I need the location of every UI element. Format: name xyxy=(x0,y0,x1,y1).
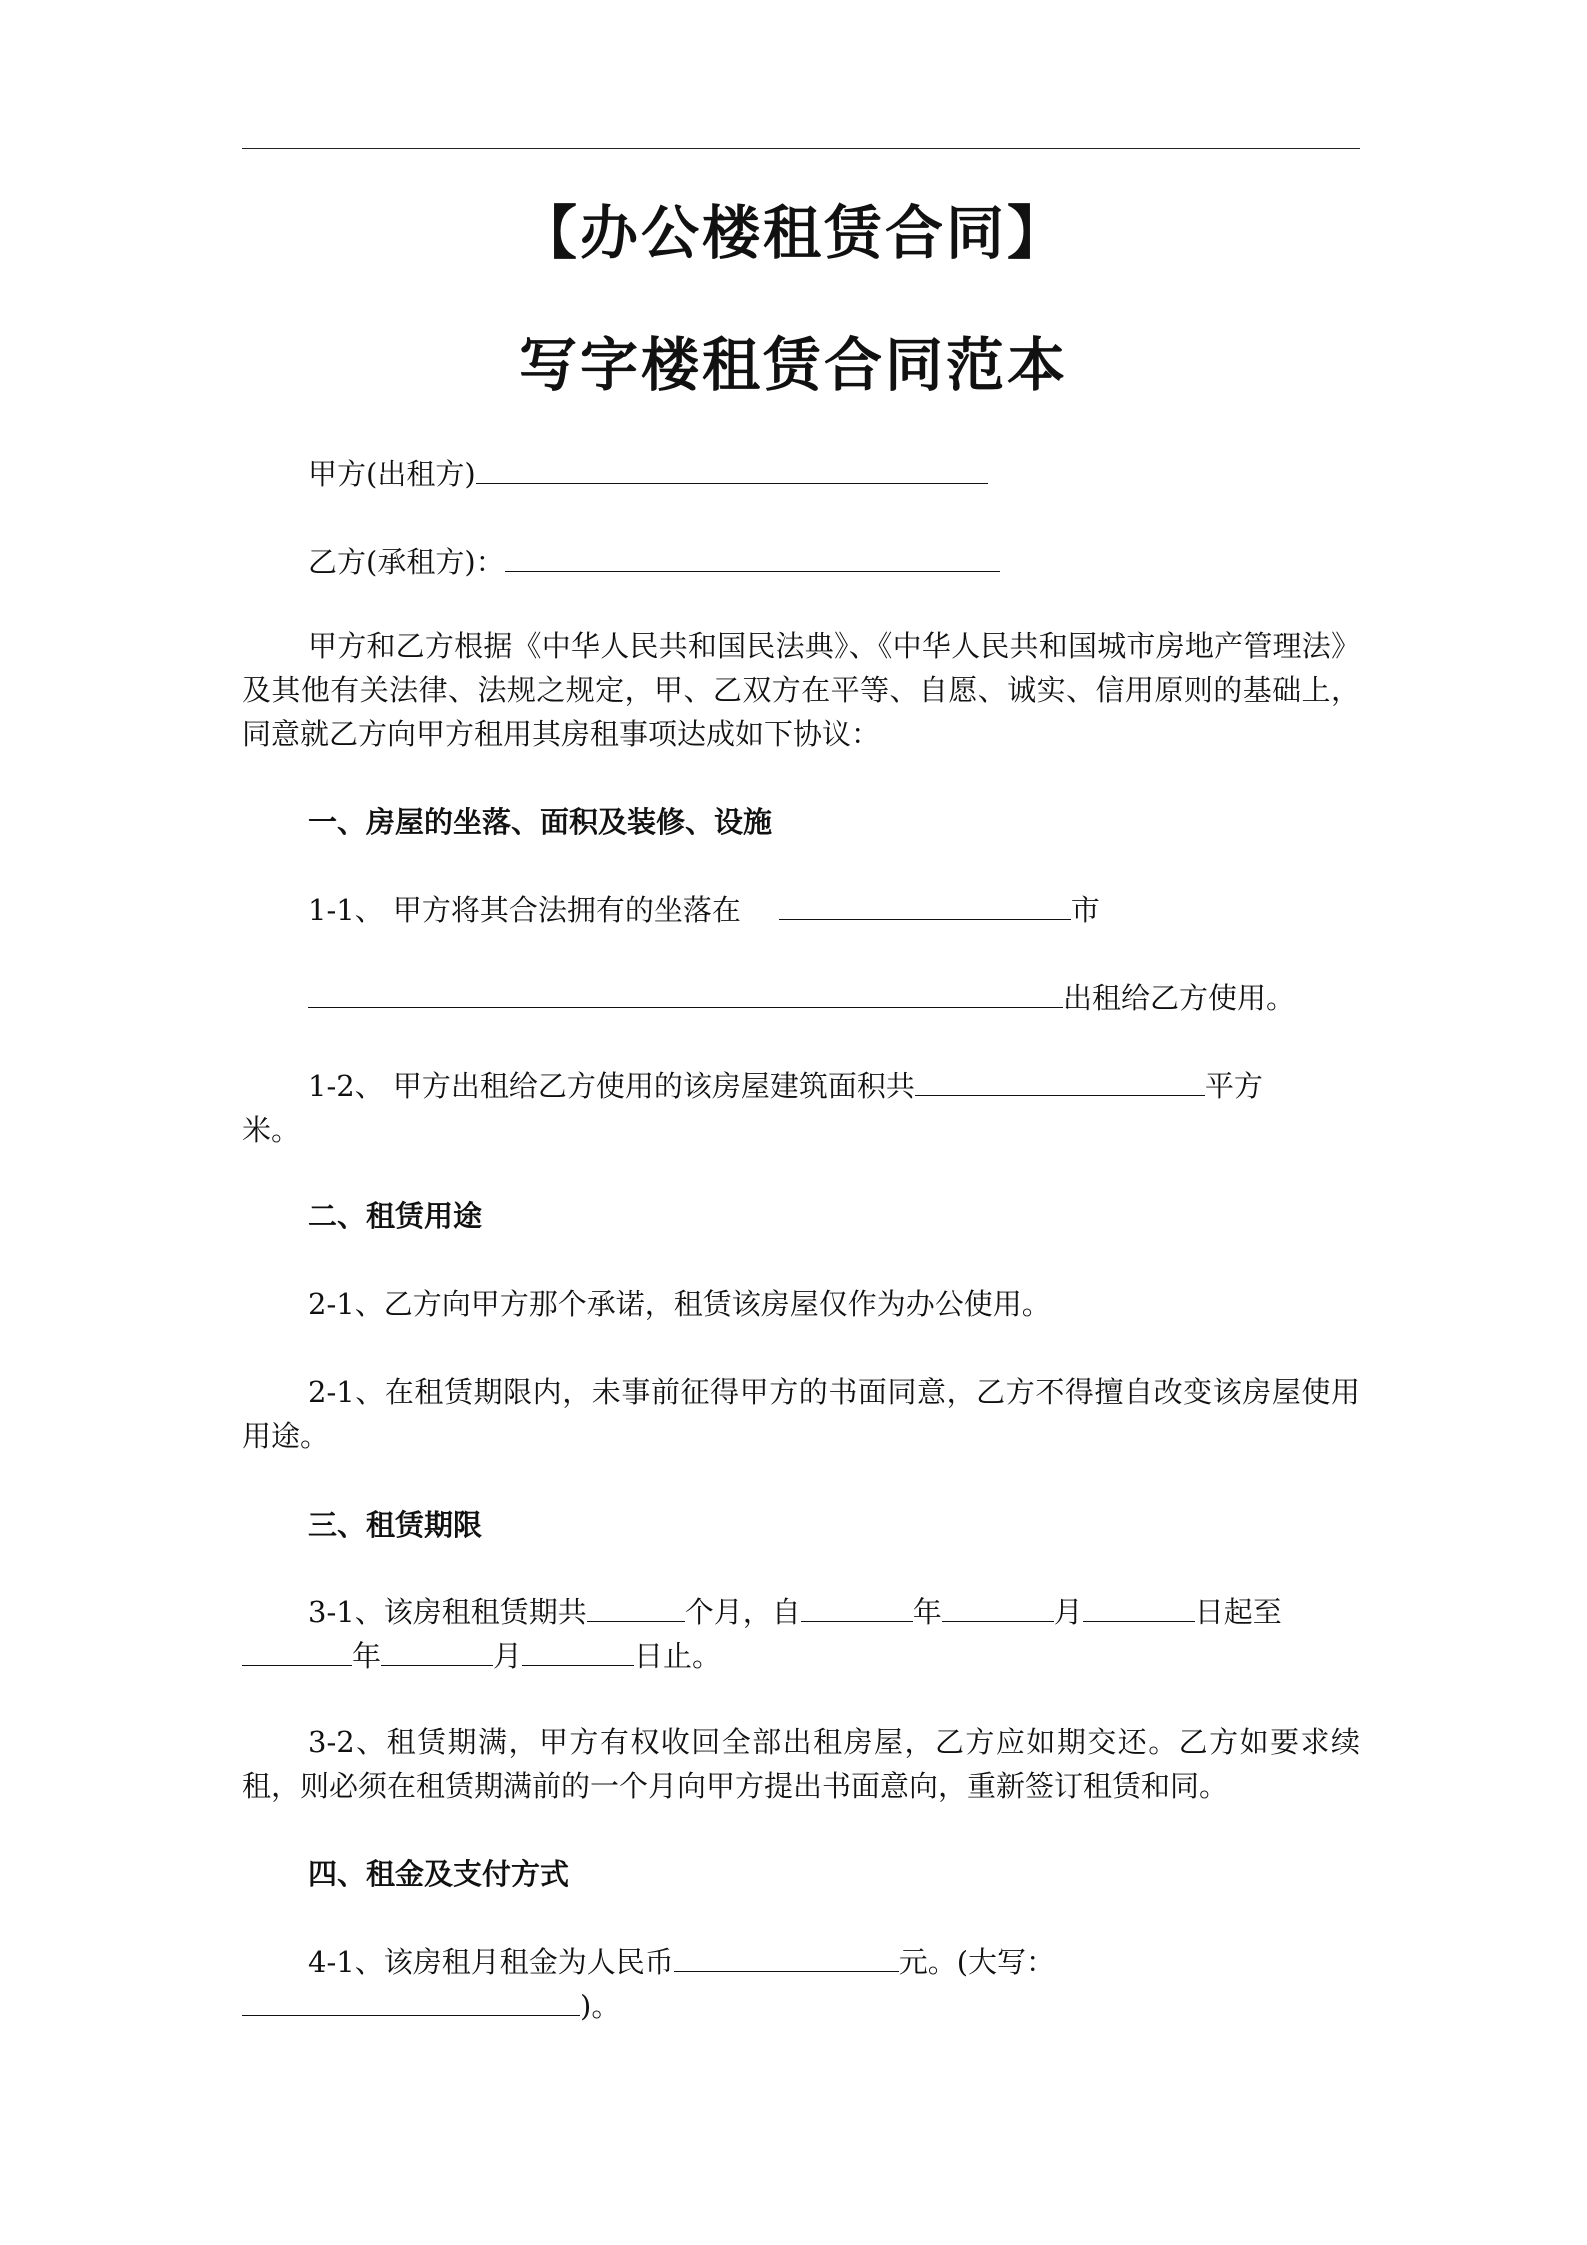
clause-3-1-year-label: 年 xyxy=(912,1595,942,1629)
document-title: 【办公楼租赁合同】 xyxy=(518,199,1068,267)
clause-1-1-text: 1-1、 甲方将其合法拥有的坐落在 xyxy=(308,893,741,927)
party-a-line xyxy=(242,452,1360,496)
clause-1-1 xyxy=(242,888,1360,932)
clause-3-2: 3-2、租赁期满，甲方有权收回全部出租房屋，乙方应如期交还。乙方如要求续租，则必须在租赁期满前的一个月向甲方提出书面意向，重新签订租赁和同。 xyxy=(242,1725,1360,1803)
months-blank xyxy=(587,1591,685,1622)
clause-1-1-cont xyxy=(242,976,1360,1020)
clause-1-1-end: 出租给乙方使用。 xyxy=(1063,981,1296,1015)
clause-2-2: 2-1、在租赁期限内，未事前征得甲方的书面同意，乙方不得擅自改变该房屋使用用途。 xyxy=(242,1375,1360,1453)
clause-1-2 xyxy=(242,1064,1360,1108)
clause-3-1-year2-label: 年 xyxy=(352,1639,382,1673)
clause-4-1-text: 4-1、该房租月租金为人民币 xyxy=(308,1945,674,1979)
clause-4-1-uppercase-label: 元。(大写： xyxy=(898,1945,1056,1979)
city-blank xyxy=(779,889,1071,920)
clause-3-1-month-unit: 月 xyxy=(1053,1595,1083,1629)
section4-heading: 四、租金及支付方式 xyxy=(308,1857,570,1891)
clause-3-1-month-label: 个月，自 xyxy=(684,1595,801,1629)
end-month-blank xyxy=(381,1635,493,1666)
rent-amount-blank xyxy=(674,1941,899,1972)
section1-heading: 一、房屋的坐落、面积及装修、设施 xyxy=(308,805,773,839)
clause-1-2-unit: 平方 xyxy=(1204,1069,1263,1103)
clause-4-1-end: )。 xyxy=(580,1989,621,2023)
party-b-label: 乙方(承租方)： xyxy=(308,545,505,579)
clause-1-1-city: 市 xyxy=(1070,893,1100,927)
clause-3-1-cont xyxy=(242,1634,1360,1678)
clause-3-1-month2-label: 月 xyxy=(493,1639,523,1673)
clause-4-1-cont xyxy=(242,1984,1360,2028)
clause-3-1-day-label: 日起至 xyxy=(1194,1595,1282,1629)
section2-heading: 二、租赁用途 xyxy=(308,1199,483,1233)
party-b-line xyxy=(242,540,1360,584)
preamble-paragraph: 甲方和乙方根据《中华人民共和国民法典》、《中华人民共和国城市房地产管理法》及其他有关法律、法规之规定，甲、乙双方在平等、自愿、诚实、信用原则的基础上，同意就乙方向甲方租用其房租事项达成如下协议： xyxy=(242,629,1360,751)
header-rule xyxy=(242,148,1360,149)
end-day-blank xyxy=(522,1635,634,1666)
rent-uppercase-blank xyxy=(242,1985,580,2016)
start-year-blank xyxy=(801,1591,913,1622)
clause-3-1 xyxy=(242,1590,1360,1634)
start-month-blank xyxy=(942,1591,1054,1622)
document-subtitle: 写字楼租赁合同范本 xyxy=(518,331,1068,399)
party-b-blank xyxy=(505,541,1000,572)
start-day-blank xyxy=(1083,1591,1195,1622)
end-year-blank xyxy=(242,1635,352,1666)
clause-2-1: 2-1、乙方向甲方那个承诺，租赁该房屋仅作为办公使用。 xyxy=(308,1287,1051,1321)
clause-3-1-end: 日止。 xyxy=(634,1639,722,1673)
clause-3-1-text: 3-1、该房租租赁期共 xyxy=(308,1595,587,1629)
section3-heading: 三、租赁期限 xyxy=(308,1508,483,1542)
clause-4-1 xyxy=(242,1940,1360,1984)
party-a-blank xyxy=(476,453,988,484)
party-a-label: 甲方(出租方) xyxy=(308,457,476,491)
area-blank xyxy=(915,1065,1205,1096)
clause-1-2-end: 米。 xyxy=(242,1113,301,1147)
clause-1-2-text: 1-2、 甲方出租给乙方使用的该房屋建筑面积共 xyxy=(308,1069,915,1103)
address-blank xyxy=(308,977,1063,1008)
